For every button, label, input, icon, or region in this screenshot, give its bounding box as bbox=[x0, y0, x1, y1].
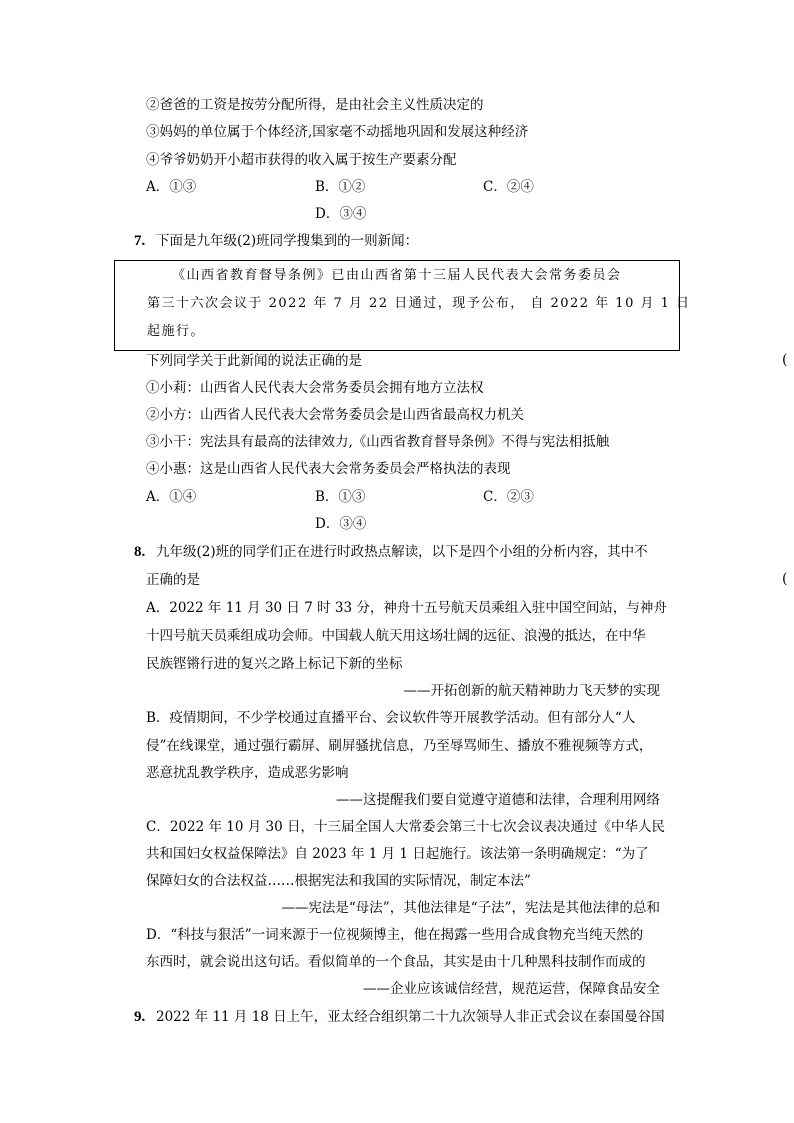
news-line-1: 《山西省教育督导条例》已由山西省第十三届人民代表大会常务委员会 bbox=[172, 268, 622, 283]
q8-b-line-1: B．疫情期间，不少学校通过直播平台、会议软件等开展教学活动。但有部分人“人 bbox=[146, 710, 636, 726]
q6-option-b: B．①② bbox=[315, 179, 366, 195]
q7-option-c: C．②③ bbox=[483, 489, 534, 505]
q8-number: 8. bbox=[134, 544, 146, 560]
q6-item-4: ④爷爷奶奶开小超市获得的收入属于按生产要素分配 bbox=[146, 152, 457, 168]
q8-b-line-3: 恶意扰乱教学秩序，造成恶劣影响 bbox=[146, 765, 349, 781]
q7-item-1: ①小莉：山西省人民代表大会常务委员会拥有地方立法权 bbox=[146, 380, 484, 396]
q8-d-note: ——企业应该诚信经营，规范运营，保障食品安全 bbox=[363, 981, 660, 997]
q6-item-3: ③妈妈的单位属于个体经济,国家毫不动摇地巩固和发展这种经济 bbox=[146, 124, 529, 140]
q7-item-4: ④小惠：这是山西省人民代表大会常务委员会严格执法的表现 bbox=[146, 461, 511, 477]
q8-c-note: ——宪法是“母法”，其他法律是“子法”，宪法是其他法律的总和 bbox=[281, 900, 660, 916]
q7-stem: 下面是九年级(2)班同学搜集到的一则新闻： bbox=[156, 233, 419, 249]
news-box bbox=[114, 260, 691, 351]
q8-b-note: ——这提醒我们要自觉遵守道德和法律，合理利用网络 bbox=[336, 792, 660, 808]
q6-option-d: D．③④ bbox=[315, 206, 367, 222]
q7-option-a: A．①④ bbox=[146, 489, 197, 505]
q8-c-line-3: 保障妇女的合法权益……根据宪法和我国的实际情况，制定本法” bbox=[146, 873, 531, 889]
q7-item-2: ②小方：山西省人民代表大会常务委员会是山西省最高权力机关 bbox=[146, 407, 524, 423]
q9-stem: 2022 年 11 月 18 日上午，亚太经合组织第二十九次领导人非正式会议在泰国曼谷国 bbox=[156, 1009, 665, 1025]
q8-c-line-2: 共和国妇女权益保障法》自 2023 年 1 月 1 日起施行。该法第一条明确规定：“为了 bbox=[146, 846, 649, 862]
news-line-3: 起施行。 bbox=[147, 324, 206, 339]
q8-stem-line-2: 正确的是 bbox=[146, 572, 200, 588]
q8-a-line-1: A．2022 年 11 月 30 日 7 时 33 分，神舟十五号航天员乘组入驻中国空间站，与神舟 bbox=[146, 600, 667, 616]
q7-question: 下列同学关于此新闻的说法正确的是 bbox=[146, 353, 362, 369]
q8-a-line-2: 十四号航天员乘组成功会师。中国载人航天用这场壮阔的远征、浪漫的抵达，在中华 bbox=[146, 628, 646, 644]
q6-option-a: A．①③ bbox=[146, 179, 197, 195]
q8-a-note: ——开拓创新的航天精神助力飞天梦的实现 bbox=[403, 683, 660, 699]
q7-item-3: ③小干：宪法具有最高的法律效力,《山西省教育督导条例》不得与宪法相抵触 bbox=[146, 434, 610, 450]
q8-d-line-1: D．“科技与狠活”一词来源于一位视频博主，他在揭露一些用合成食物充当纯天然的 bbox=[146, 927, 644, 943]
q8-c-line-1: C．2022 年 10 月 30 日，十三届全国人大常委会第三十七次会议表决通过《中华人民 bbox=[146, 819, 665, 835]
q8-b-line-2: 侵”在线课堂，通过强行霸屏、刷屏骚扰信息，乃至辱骂师生、播放不雅视频等方式， bbox=[146, 738, 653, 754]
q8-a-line-3: 民族铿锵行进的复兴之路上标记下新的坐标 bbox=[146, 656, 403, 672]
q7-option-b: B．①③ bbox=[315, 489, 366, 505]
q9-number: 9. bbox=[134, 1009, 146, 1025]
q8-stem-line-1: 九年级(2)班的同学们正在进行时政热点解读，以下是四个小组的分析内容，其中不 bbox=[156, 544, 648, 560]
q8-answer-paren: ( bbox=[782, 571, 788, 587]
q7-option-d: D．③④ bbox=[315, 516, 367, 532]
q7-answer-paren: ( bbox=[782, 352, 788, 368]
q6-item-2: ②爸爸的工资是按劳分配所得，是由社会主义性质决定的 bbox=[146, 97, 484, 113]
q7-number: 7. bbox=[134, 233, 146, 249]
q8-d-line-2: 东西时，就会说出这句话。看似简单的一个食品，其实是由十几种黑科技制作而成的 bbox=[146, 954, 646, 970]
news-line-2: 第三十六次会议于 2022 年 7 月 22 日通过，现予公布， 自 2022 年 10 月 1 日 bbox=[147, 296, 691, 311]
q6-option-c: C．②④ bbox=[483, 179, 534, 195]
